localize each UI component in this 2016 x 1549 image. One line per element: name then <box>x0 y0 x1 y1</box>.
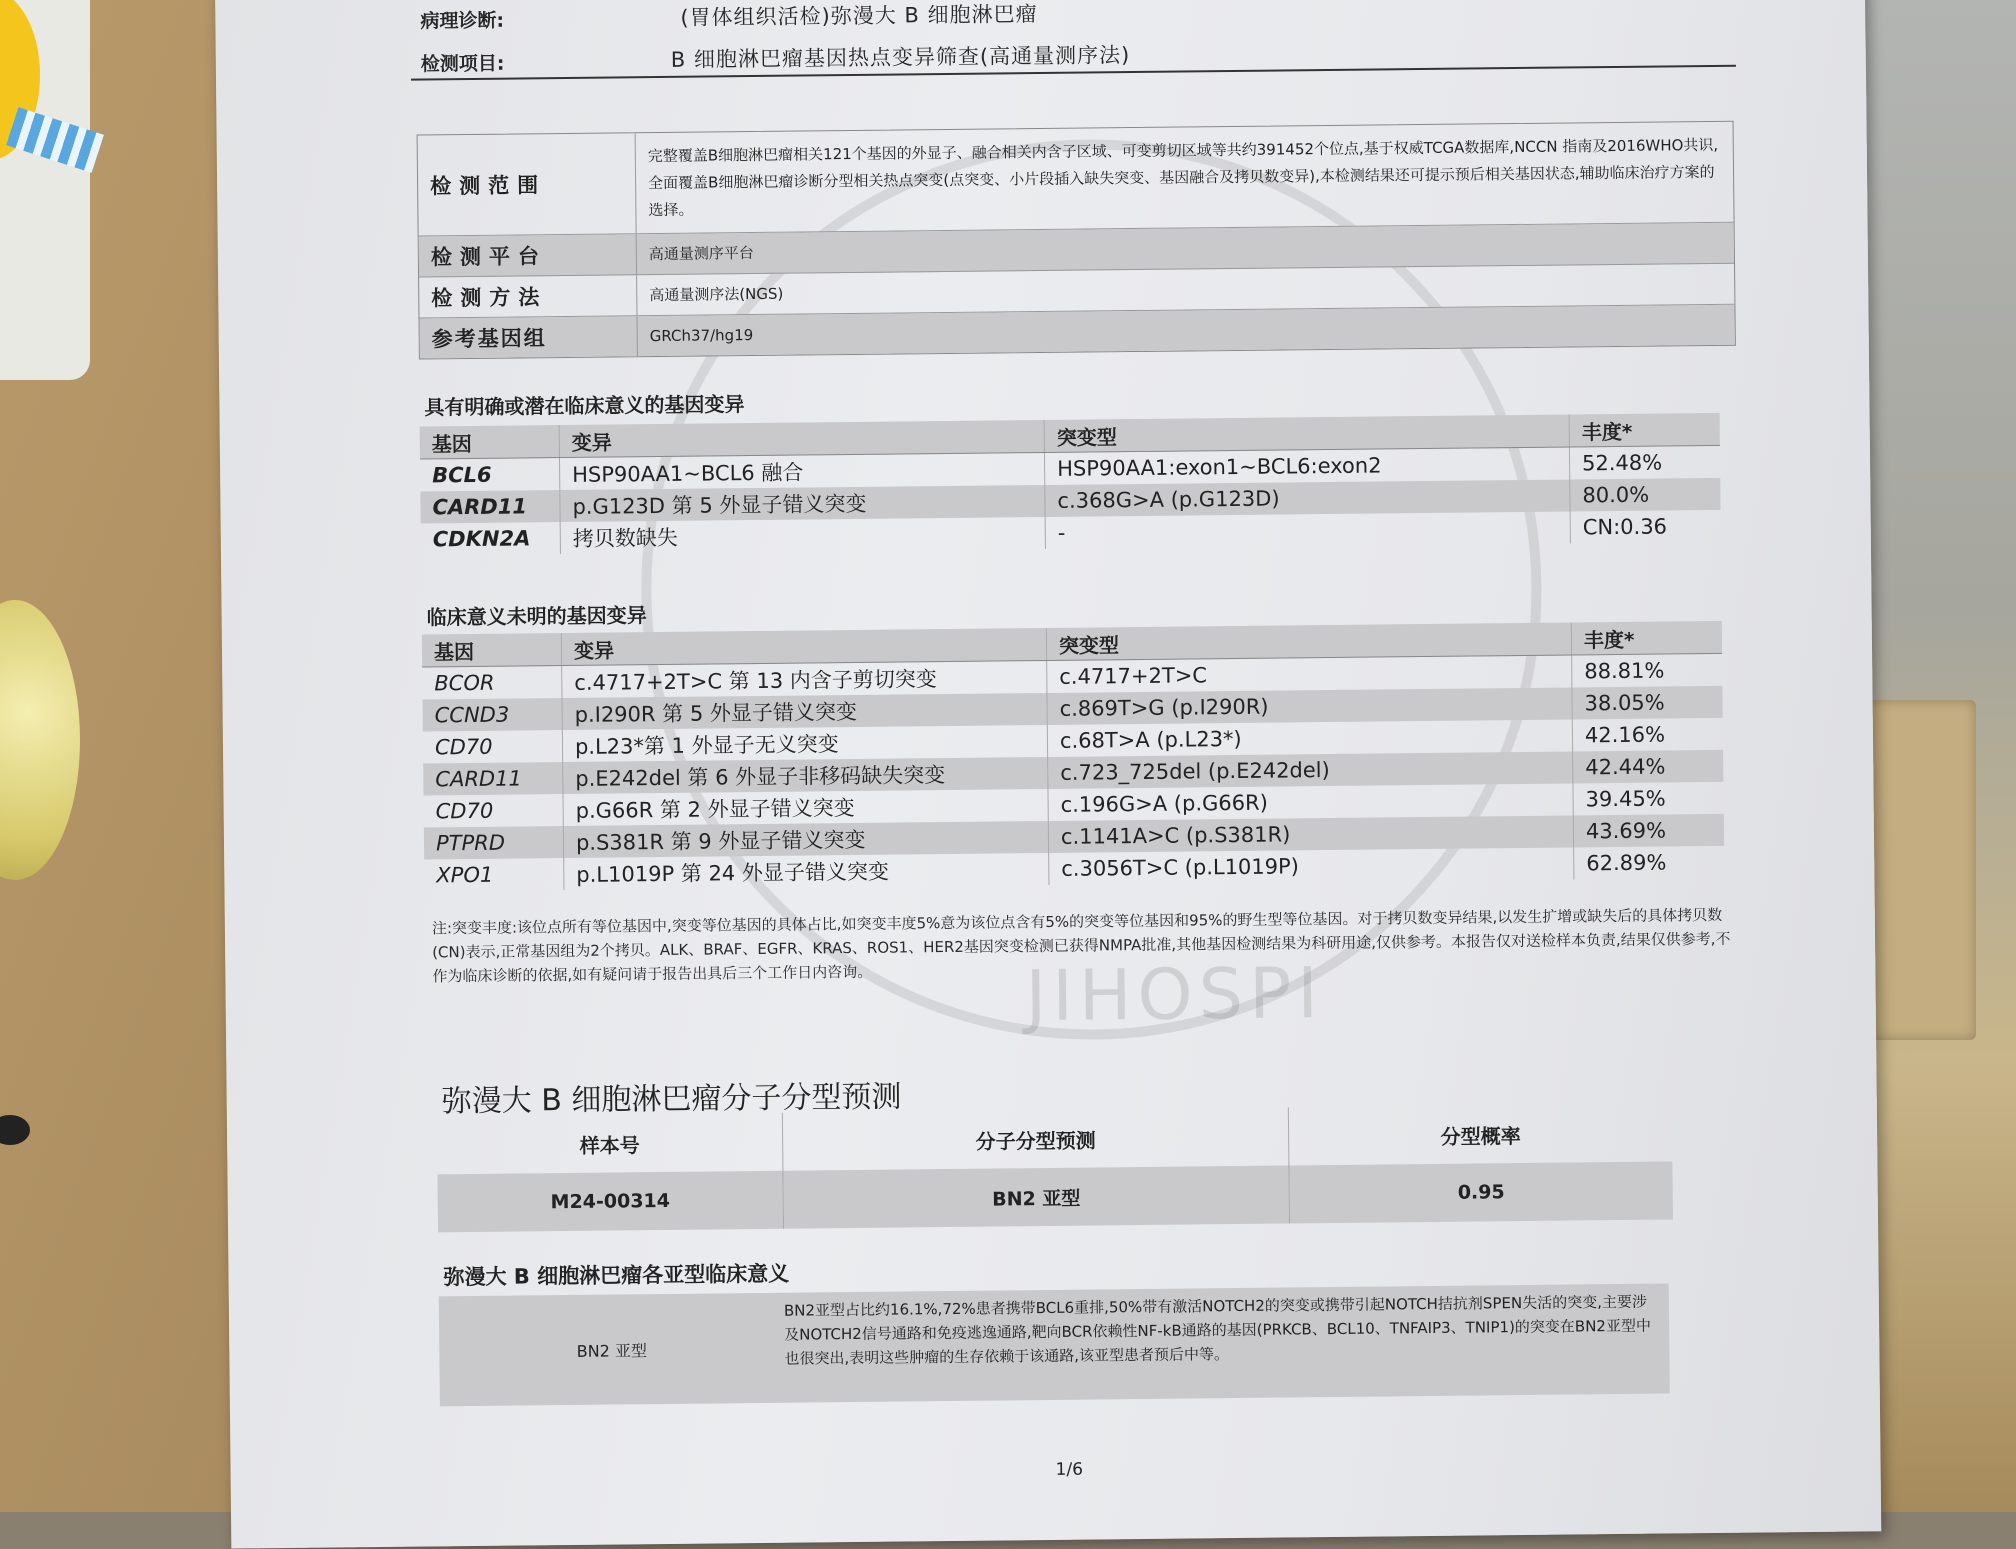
col-mutation: 突变型 <box>1044 414 1569 452</box>
subtype-probability: 0.95 <box>1289 1161 1673 1223</box>
variant-cell: p.L1019P 第 24 外显子错义突变 <box>564 853 1049 890</box>
col-variant: 变异 <box>561 628 1046 666</box>
test-info-table <box>417 121 1736 360</box>
col-gene: 基因 <box>422 633 562 667</box>
variant-cell: p.L23*第 1 外显子无义突变 <box>562 725 1047 762</box>
abundance-cell: 88.81% <box>1584 658 1665 684</box>
subtype-table <box>437 1103 1673 1232</box>
variant-cell: p.G123D 第 5 外显子错义突变 <box>560 485 1045 522</box>
abundance-cell: 43.69% <box>1573 814 1724 848</box>
variant-cell: HSP90AA1~BCL6 融合 <box>559 452 1044 490</box>
abundance-cell: 52.48% <box>1581 450 1663 476</box>
gene-cell: CDKN2A <box>421 522 561 555</box>
col-subtype-prediction: 分子分型预测 <box>783 1107 1290 1170</box>
subtype-prediction: BN2 亚型 <box>783 1165 1290 1228</box>
diagnosis-value: (胃体组织活检)弥漫大 B 细胞淋巴瘤 <box>680 2 1038 30</box>
mutation-cell: c.68T>A (p.L23*) <box>1047 719 1572 756</box>
gene-cell: BCL6 <box>420 458 560 492</box>
gene-cell: BCOR <box>422 666 562 700</box>
gene-cell: PTPRD <box>424 826 564 859</box>
abundance-cell: CN:0.36 <box>1582 514 1668 540</box>
subtype-significance-title: 弥漫大 B 细胞淋巴瘤各亚型临床意义 <box>443 1261 790 1290</box>
platform-label: 检测平台 <box>419 234 637 276</box>
mutation-cell: c.869T>G (p.I290R) <box>1047 687 1572 724</box>
test-item-value: B 细胞淋巴瘤基因热点变异筛查(高通量测序法) <box>670 43 1131 72</box>
gene-cell: CARD11 <box>423 762 563 795</box>
mutation-cell: c.196G>A (p.G66R) <box>1048 783 1573 820</box>
clinical-variants-table <box>420 413 1721 556</box>
reference-label: 参考基因组 <box>420 316 638 358</box>
abundance-cell: 42.44% <box>1573 750 1724 784</box>
subtype-row <box>437 1161 1673 1232</box>
unknown-variants-table <box>422 621 1725 892</box>
variant-cell: p.E242del 第 6 外显子非移码缺失突变 <box>563 757 1048 794</box>
significance-subtype-label: BN2 亚型 <box>576 1340 648 1361</box>
abundance-cell: 39.45% <box>1585 786 1666 812</box>
gene-cell: CD70 <box>423 730 563 763</box>
method-label: 检测方法 <box>419 275 637 317</box>
sample-id: M24-00314 <box>437 1171 784 1233</box>
gene-cell: CCND3 <box>423 698 563 731</box>
gene-cell: XPO1 <box>424 858 564 891</box>
scope-value: 完整覆盖B细胞淋巴瘤相关121个基因的外显子、融合相关内含子区域、可变剪切区域等共约391452个位点,基于权威TCGA数据库,NCCN 指南及2016WHO共识,全面覆盖B细胞淋巴瘤诊断分型相关热点突变(点突变、小片段插入缺失突变、基因融合及拷贝数变异),本检测结果还可提示预后相关基因状态,辅助临床治疗方案的选择。 <box>647 135 1719 219</box>
reference-value: GRCh37/hg19 <box>649 325 754 345</box>
significance-text: BN2亚型占比约16.1%,72%患者携带BCL6重排,50%带有激活NOTCH2的突变或携带引起NOTCH拮抗剂SPEN失活的突变,主要涉及NOTCH2信号通路和免疫逃逸通路,靶向BCR依赖性NF-kB通路的基因(PRKCB、BCL10、TNFAIP3、TNIP1)的突变在BN2亚型中也很突出,表明这些肿瘤的生存依赖于该通路,该亚型患者预后中等。 <box>783 1292 1652 1368</box>
gene-cell: CD70 <box>424 794 564 827</box>
info-row-scope <box>418 122 1734 237</box>
unknown-variants-title: 临床意义未明的基因变异 <box>426 603 647 630</box>
variant-cell: p.I290R 第 5 外显子错义突变 <box>562 693 1047 730</box>
col-mutation: 突变型 <box>1046 622 1571 660</box>
page-number: 1/6 <box>1055 1459 1084 1480</box>
variant-cell: p.G66R 第 2 外显子错义突变 <box>563 789 1048 826</box>
col-abundance: 丰度* <box>1569 413 1720 447</box>
variant-cell: c.4717+2T>C 第 13 内含子剪切突变 <box>562 660 1047 698</box>
abundance-cell: 62.89% <box>1586 850 1667 876</box>
report-page <box>215 0 1881 1549</box>
col-subtype-probability: 分型概率 <box>1440 1123 1521 1149</box>
mutation-cell: - <box>1045 511 1570 548</box>
mutation-cell: c.723_725del (p.E242del) <box>1048 751 1573 788</box>
col-sample-id: 样本号 <box>437 1113 784 1175</box>
watermark-text: JIHOSPI <box>1025 952 1325 1038</box>
footnote: 注:突变丰度:该位点所有等位基因中,突变等位基因的具体占比,如突变丰度5%意为该位点含有5%的突变等位基因和95%的野生型等位基因。对于拷贝数变异结果,以发生扩增或缺失后的具体拷贝数(CN)表示,正常基因组为2个拷贝。ALK、BRAF、EGFR、KRAS、ROS1、HER2基因突变检测已获得NMPA批准,其他基因检测结果为科研用途,仅供参考。本报告仅对送检样本负责,结果仅供参考,不作为临床诊断的依据,如有疑问请于报告出具后三个工作日内咨询。 <box>431 905 1731 986</box>
method-value: 高通量测序法(NGS) <box>649 284 784 304</box>
col-gene: 基因 <box>420 425 560 459</box>
platform-value: 高通量测序平台 <box>648 243 754 263</box>
abundance-cell: 42.16% <box>1584 722 1666 748</box>
abundance-cell: 80.0% <box>1570 478 1721 512</box>
subtype-prediction-title: 弥漫大 B 细胞淋巴瘤分子分型预测 <box>441 1079 902 1120</box>
col-variant: 变异 <box>559 420 1044 458</box>
variant-cell: 拷贝数缺失 <box>560 517 1045 554</box>
abundance-cell: 38.05% <box>1572 686 1723 720</box>
subtype-significance-row <box>439 1283 1670 1406</box>
mutation-cell: HSP90AA1:exon1~BCL6:exon2 <box>1044 447 1569 485</box>
mutation-cell: c.4717+2T>C <box>1047 655 1572 693</box>
col-abundance: 丰度* <box>1571 621 1722 655</box>
gene-cell: CARD11 <box>420 490 560 523</box>
test-item-label: 检测项目: <box>420 52 505 76</box>
clinical-variants-title: 具有明确或潜在临床意义的基因变异 <box>424 392 745 420</box>
mutation-cell: c.1141A>C (p.S381R) <box>1048 815 1573 852</box>
diagnosis-label: 病理诊断: <box>420 9 505 33</box>
mutation-cell: c.368G>A (p.G123D) <box>1045 479 1570 516</box>
scope-label: 检测范围 <box>418 133 637 235</box>
mutation-cell: c.3056T>C (p.L1019P) <box>1049 847 1574 884</box>
variant-cell: p.S381R 第 9 外显子错义突变 <box>563 821 1048 858</box>
